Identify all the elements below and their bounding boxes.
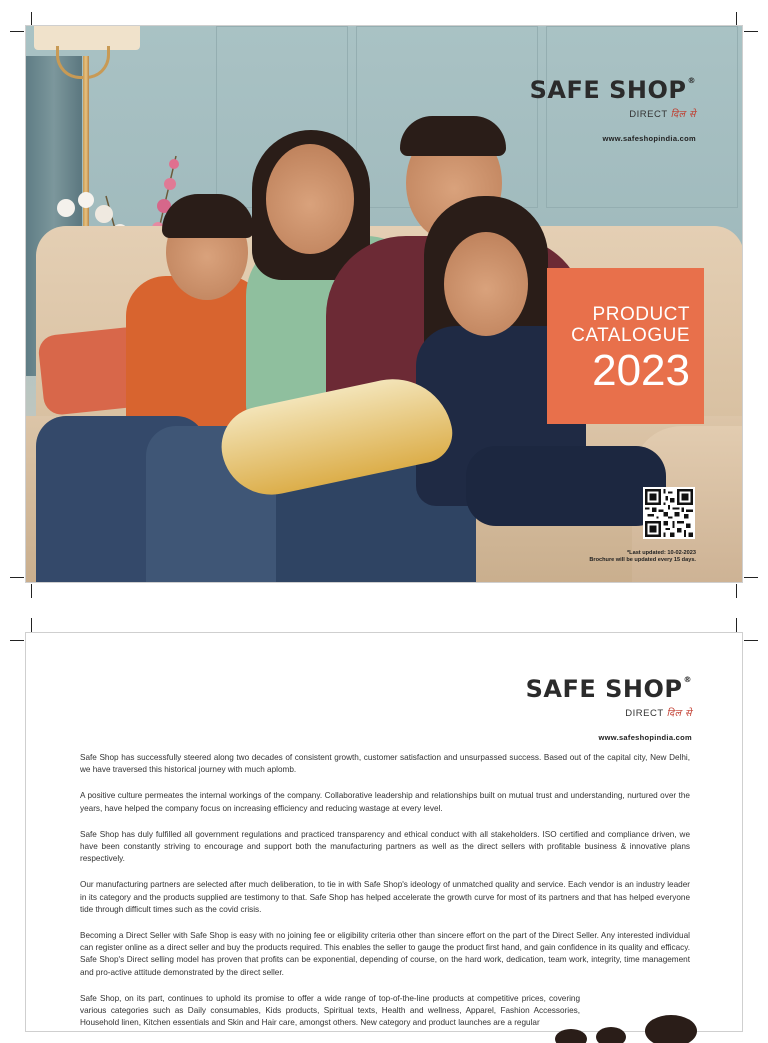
crop-mark — [736, 584, 737, 598]
crop-mark — [10, 640, 24, 641]
intro-paragraph: Safe Shop has duly fulfilled all government regulations and practiced transparency and ethical conduct with all stakeholders. ISO certified and compliance driven, we have been constantly striving to encourage and support both the manufacturing partners as well as the direct sellers with profitable business & innovative plans respectively. — [80, 829, 690, 864]
intro-paragraph: Safe Shop, on its part, continues to uphold its promise to offer a wide range of top-of-the-line products at competitive prices, covering various categories such as Daily consumables, Kids products, Spiritual texts, Health and wellness, Apparel, Fashion Accessories, Household linen, Kitchen essentials and Skin and Hair care, amongst others. New category and product launches are a regular — [80, 993, 580, 1028]
brand-logo — [526, 675, 692, 742]
brand-logo — [530, 76, 696, 143]
catalogue-title-line1: PRODUCT — [592, 304, 690, 325]
crop-mark — [744, 31, 758, 32]
intro-paragraph: A positive culture permeates the internal workings of the company. Collaborative leadership and relationships built on mutual trust and understanding, nurtured over the years, have helped the company focus on increasing efficiency and reducing wastage at every level. — [80, 791, 690, 813]
crop-mark — [744, 640, 758, 641]
brand-tagline: DIRECT दिल से — [625, 708, 692, 719]
intro-paragraph: Becoming a Direct Seller with Safe Shop is easy with no joining fee or eligibility criteria other than sincere effort on the part of the Direct Seller. Any interested individual can register online as a direct seller and buy the products required. This enables the seller to gauge the product first hand, and gain confidence in its quality and efficacy. Safe Shop's Direct selling model has proven that profits can be exponential, depending of course, on the hard work, dedication, team work, integrity, time management and pro-active attitude demonstrated by the direct seller. — [80, 931, 690, 977]
brand-name: SAFE SHOP® — [529, 76, 696, 104]
boy-hair — [162, 194, 254, 238]
product-catalogue-badge — [547, 268, 704, 424]
father-hair — [400, 116, 506, 156]
mother-head — [266, 144, 354, 254]
last-updated-note: *Last updated: 10-02-2023 Brochure will be updated every 15 days. — [589, 550, 696, 563]
crop-mark — [31, 12, 32, 26]
website-url[interactable]: www.safeshopindia.com — [598, 733, 692, 742]
intro-text — [80, 752, 690, 1043]
girl-pants — [466, 446, 666, 526]
crop-mark — [736, 618, 737, 632]
crop-mark — [31, 618, 32, 632]
catalogue-year: 2023 — [592, 346, 690, 395]
catalogue-title-line2: CATALOGUE — [571, 325, 690, 346]
cover-page — [25, 25, 743, 583]
website-url[interactable]: www.safeshopindia.com — [602, 134, 696, 143]
intro-paragraph: Our manufacturing partners are selected after much deliberation, to tie in with Safe Shop's ideology of unmatched quality and service. Each vendor is an industry leader in its category and the products supplied are testimony to that. Safe Shop has helped accelerate the growth curve for most of its partners and that has helped everyone tide through difficult times such as the covid crisis. — [80, 880, 690, 914]
family-photo-peek — [531, 1003, 711, 1043]
crop-mark — [744, 577, 758, 578]
qr-code-icon[interactable] — [643, 487, 695, 539]
intro-paragraph: Safe Shop has successfully steered along two decades of consistent growth, customer satisfaction and unsurpassed success. Based out of the capital city, New Delhi, we have traversed this historical journey with much aplomb. — [80, 753, 690, 775]
brand-tagline: DIRECT दिल से — [629, 109, 696, 120]
girl-head — [444, 232, 528, 336]
brand-name: SAFE SHOP® — [525, 675, 692, 703]
crop-mark — [10, 31, 24, 32]
crop-mark — [10, 577, 24, 578]
crop-mark — [31, 584, 32, 598]
intro-page — [25, 632, 743, 1032]
crop-mark — [736, 12, 737, 26]
